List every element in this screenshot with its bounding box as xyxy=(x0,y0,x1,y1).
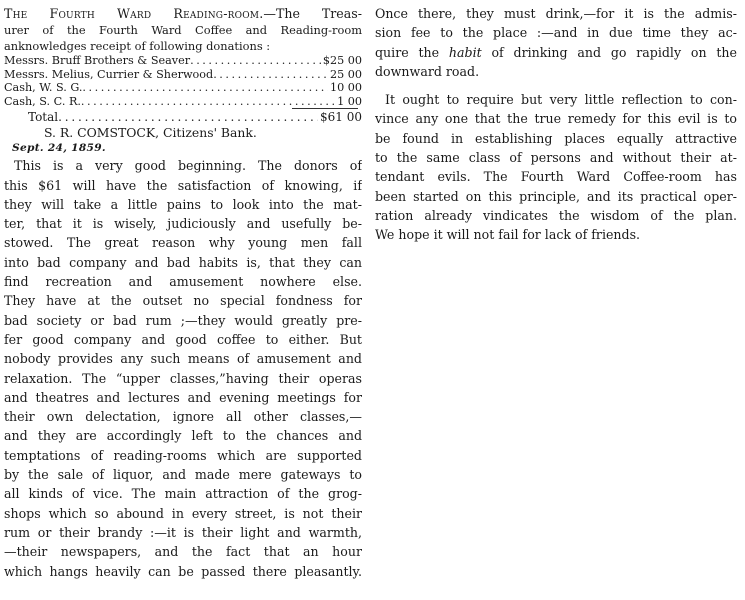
body-line: this $61 will have the satisfaction of knowing, if xyxy=(4,177,362,193)
signature: S. R. COMSTOCK, Citizens' Bank. xyxy=(44,125,257,141)
body-line: relaxation. The “upper classes,”having their operas xyxy=(4,370,362,386)
body-line: nobody provides any such means of amusement and xyxy=(4,351,362,367)
body-line: tendant evils. The Fourth Ward Coffee-room has xyxy=(375,169,737,185)
body-line: be found in establishing places equally attractive xyxy=(375,130,737,146)
body-line: sion fee to the place :—and in due time they ac- xyxy=(375,25,737,41)
total-row xyxy=(4,110,362,125)
donation-row xyxy=(4,95,362,109)
donation-list xyxy=(4,54,362,125)
intro-line: urer of the Fourth Ward Coffee and Reading-room xyxy=(4,23,362,38)
body-line: It ought to require but very little reflection to con- xyxy=(385,92,737,108)
left-column xyxy=(4,4,362,581)
body-paragraph xyxy=(375,4,737,81)
leader-dots xyxy=(81,95,335,109)
total-amount: $61 00 xyxy=(320,110,362,125)
donation-row xyxy=(4,54,362,68)
donation-row xyxy=(4,81,362,95)
body-line: fer good company and good coffee to either. But xyxy=(4,331,362,347)
body-line: Once there, they must drink,—for it is the admis- xyxy=(375,6,737,21)
donation-amount: $25 00 xyxy=(322,54,362,68)
intro-line: anknowledges receipt of following donations : xyxy=(4,38,271,53)
body-line: They have at the outset no special fondness for xyxy=(4,293,362,309)
donation-amount: 25 00 xyxy=(329,67,362,81)
leader-dots xyxy=(82,81,328,95)
leader-dots xyxy=(213,68,328,82)
body-line: and they are accordingly left to the chances and xyxy=(4,428,362,444)
body-line: temptations of reading-rooms which are supported xyxy=(4,447,362,463)
headline-line xyxy=(4,4,362,23)
body-line: all kinds of vice. The main attraction of the grog- xyxy=(4,486,362,502)
body-line: into bad company and bad habits is, that they can xyxy=(4,254,362,270)
body-line: they will take a little pains to look into the mat- xyxy=(4,196,362,212)
body-line: which hangs heavily can be passed there pleasantly. xyxy=(4,563,362,579)
body-line: vince any one that the true remedy for this evil is to xyxy=(375,111,737,127)
donation-row xyxy=(4,68,362,82)
body-paragraph xyxy=(4,156,362,581)
body-line: find recreation and amusement nowhere else. xyxy=(4,274,362,290)
dateline: Sept. 24, 1859. xyxy=(12,142,106,155)
donor-name: Cash, S. C. R. xyxy=(4,94,81,108)
paragraph-gap xyxy=(375,81,737,90)
body-text: of drinking and go rapidly on the xyxy=(481,44,737,60)
body-line: This is a very good beginning. The donors of xyxy=(14,158,362,174)
donor-name: Messrs. Bruff Brothers & Seaver xyxy=(4,54,191,68)
emphasis-text: habit xyxy=(448,44,482,60)
leader-dots xyxy=(58,110,318,125)
body-line: their own delectation, ignore all other classes,— xyxy=(4,409,362,425)
body-line: shops which so abound in every street, is not their xyxy=(4,505,362,521)
right-column xyxy=(375,4,737,245)
body-line: —their newspapers, and the fact that an hour xyxy=(4,544,362,560)
body-line: rum or their brandy :—it is their light and warmth, xyxy=(4,524,362,540)
body-line: bad society or bad rum ;—they would greatly pre- xyxy=(4,312,362,328)
donation-amount: 10 00 xyxy=(329,81,362,95)
body-line: by the sale of liquor, and made mere gateways to xyxy=(4,467,362,483)
total-label: Total xyxy=(28,110,59,125)
body-line: stowed. The great reason why young men fall xyxy=(4,235,362,251)
body-line xyxy=(375,43,737,62)
leader-dots xyxy=(190,54,321,68)
headline: The Fourth Ward Reading-room. xyxy=(4,6,264,21)
body-paragraph xyxy=(375,90,737,244)
body-line: and theatres and lectures and evening meetings for xyxy=(4,389,362,405)
body-line: ter, that it is wisely, judiciously and usefully be- xyxy=(4,216,362,232)
body-text: quire the xyxy=(375,44,449,60)
total-rule xyxy=(292,108,358,109)
body-line: ration already vindicates the wisdom of the plan. xyxy=(375,207,737,223)
donor-name: Messrs. Melius, Currier & Sherwood xyxy=(4,67,214,81)
body-line: downward road. xyxy=(375,63,480,79)
body-line: to the same class of persons and without their at- xyxy=(375,150,737,166)
donation-amount: 1 00 xyxy=(337,94,362,108)
body-line: been started on this principle, and its practical oper- xyxy=(375,188,737,204)
intro-line: —The Treas- xyxy=(263,6,362,21)
donor-name: Cash, W. S. G. xyxy=(4,81,83,95)
body-line: We hope it will not fail for lack of friends. xyxy=(375,227,641,243)
